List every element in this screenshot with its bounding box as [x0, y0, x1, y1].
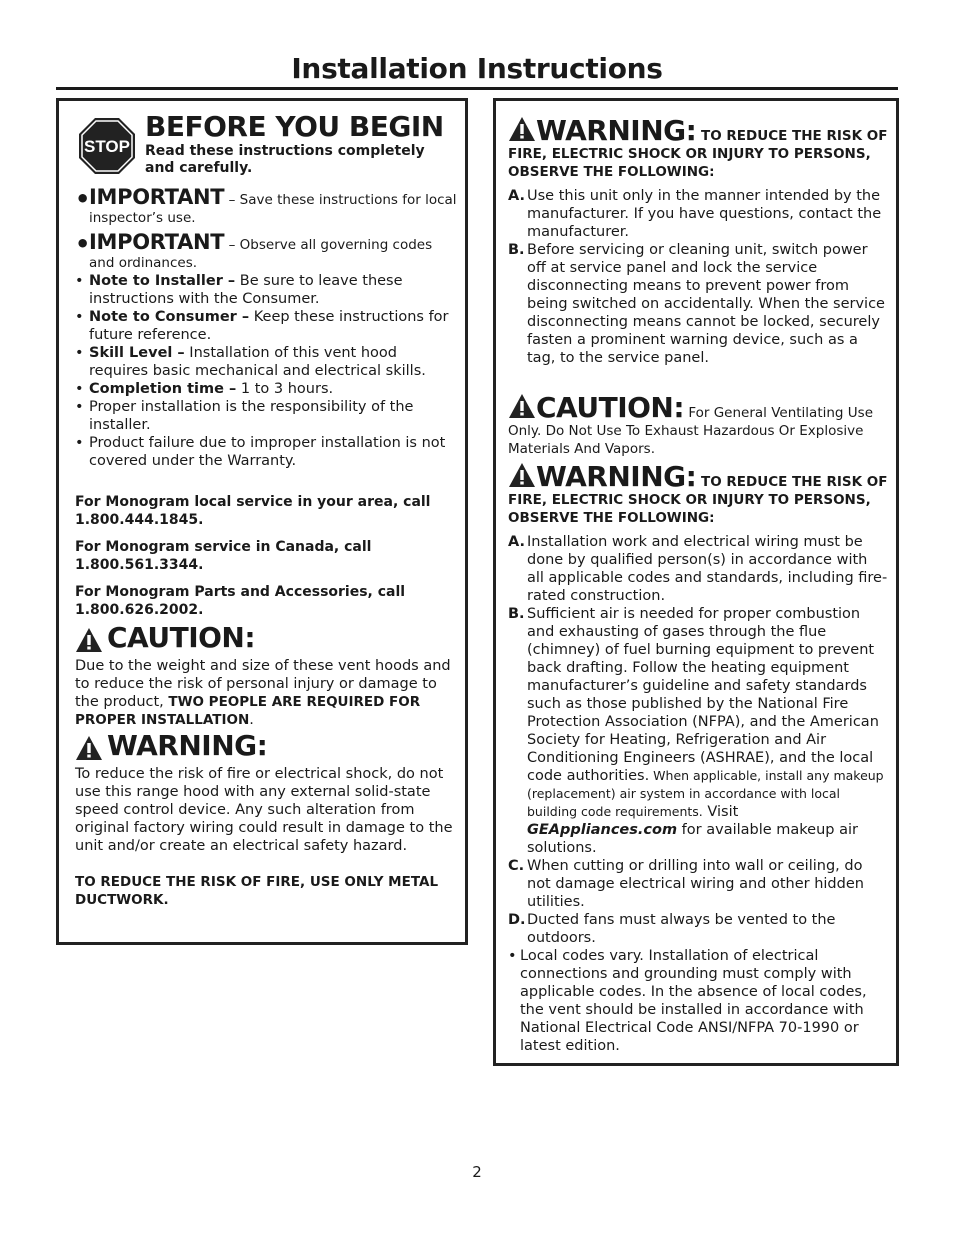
- service-parts: For Monogram Parts and Accessories, call 1.800.626.2002.: [75, 584, 406, 618]
- list-item: • IMPORTANT – Save these instructions for local inspector’s use.: [75, 185, 457, 226]
- list-item: C. When cutting or drilling into wall or ceiling, do not damage electrical wiring and other hidden utilities.: [508, 858, 864, 910]
- service-local: For Monogram local service in your area, call 1.800.444.1845.: [75, 494, 431, 528]
- list-item: D. Ducted fans must always be vented to the outdoors.: [508, 912, 836, 946]
- caution-section-right: CAUTION: For General Ventilating Use Only. Do Not Use To Exhaust Hazardous Or Explosive Materials And Vapors.: [508, 391, 874, 457]
- caution-section: CAUTION: Due to the weight and size of these vent hoods and to reduce the risk of personal injury or damage to the product, TWO PEOPLE ARE REQUIRED FOR PROPER INSTALLATION.: [75, 621, 451, 728]
- title-rule: [56, 87, 898, 90]
- before-you-begin-title: BEFORE YOU BEGIN: [145, 110, 444, 143]
- ge-appliances-link: GEAppliances.com: [527, 822, 678, 838]
- important-label: IMPORTANT: [89, 230, 225, 254]
- page-title: Installation Instructions: [291, 52, 663, 85]
- warning-metal-ductwork: TO REDUCE THE RISK OF FIRE, USE ONLY METAL DUCTWORK.: [75, 874, 439, 908]
- list-item: A. Installation work and electrical wiring must be done by qualified person(s) in accordance with all applicable codes and standards, including fire-rated construction.: [508, 534, 888, 604]
- list-item: • Product failure due to improper installation is not covered under the Warranty.: [75, 435, 446, 469]
- list-item: • Skill Level – Installation of this vent hood requires basic mechanical and electrical skills.: [75, 345, 426, 379]
- list-item: • Note to Consumer – Keep these instructions for future reference.: [75, 309, 449, 343]
- warning-triangle-icon: [508, 462, 536, 488]
- list-item: • Note to Installer – Be sure to leave these instructions with the Consumer.: [75, 273, 403, 307]
- warning-body: To reduce the risk of fire or electrical shock, do not use this range hood with any external solid-state speed control device. Any such alteration from original factory wiring could result in damage to the unit and/or create an electrical safety hazard.: [75, 766, 453, 854]
- warning-triangle-icon: [508, 393, 536, 419]
- caution-heading: CAUTION:: [536, 391, 685, 424]
- list-item: B. Sufficient air is needed for proper combustion and exhausting of gases through the flue (chimney) of fuel burning equipment to prevent back drafting. Follow the heating equipment manufacturer’s guideline and safety standards such as those published by the National Fire Protection Association (NFPA), and the American Society for Heating, Refrigeration and Air Conditioning Engineers (ASHRAE), and the local code authorities. When applicable, install any makeup (replacement) air system in accordance with local building code requirements. Visit GEAppliances.com for available makeup air solutions.: [508, 606, 884, 856]
- warning-section-2: WARNING: TO REDUCE THE RISK OF FIRE, ELECTRIC SHOCK OR INJURY TO PERSONS, OBSERVE THE FOLLOWING: A. Installation work and electrical wiring must be done by qualified person(s) in accordance with all applicable codes and standards, including fire-rated construction. B. Sufficient air is needed for proper combustion and exhausting of gases through the flue (chimney) of fuel burning equipment to prevent back drafting. Follow the heating equipment manufacturer’s guideline and safety standards such as those published by the National Fire Protection Association (NFPA), and the American Society for Heating, Refrigeration and Air Conditioning Engineers (ASHRAE), and the local code authorities. When applicable, install any makeup (replacement) air system in accordance with local building code requirements. Visit GEAppliances.com for available makeup air solutions. C. When cutting or drilling into wall or ceiling, do not damage electrical wiring and other hidden utilities. D. Ducted fans must always be vented to the outdoors. • Local codes vary. Installation of electrical connections and grounding must comply with applicable codes. In the absence of local codes, the vent should be installed in accordance with National Electrical Code ANSI/NFPA 70-1990 or latest edition.: [508, 460, 888, 1054]
- left-bullet-list: [75, 185, 457, 470]
- warning-heading: WARNING:: [536, 114, 697, 147]
- list-item: • Local codes vary. Installation of electrical connections and grounding must comply with applicable codes. In the absence of local codes, the vent should be installed in accordance with National Electrical Code ANSI/NFPA 70-1990 or latest edition.: [508, 948, 867, 1054]
- warning-triangle-icon: [75, 735, 103, 761]
- list-item: • Proper installation is the responsibility of the installer.: [75, 399, 414, 433]
- stop-sign-icon: [78, 117, 136, 175]
- before-you-begin-subtitle: Read these instructions completely and carefully.: [145, 143, 425, 176]
- warning-triangle-icon: [508, 116, 536, 142]
- page-number: 2: [472, 1163, 482, 1181]
- warning-heading: WARNING:: [107, 729, 268, 762]
- warning-section-1: WARNING: TO REDUCE THE RISK OF FIRE, ELECTRIC SHOCK OR INJURY TO PERSONS, OBSERVE THE FOLLOWING: A. Use this unit only in the manner intended by the manufacturer. If you have questions, contact the manufacturer. B. Before servicing or cleaning unit, switch power off at service panel and lock the service disconnecting means to prevent power from being switched on accidentally. When the service disconnecting means cannot be locked, securely fasten a prominent warning device, such as a tag, to the service panel.: [508, 114, 888, 366]
- warning-triangle-icon: [75, 627, 103, 653]
- list-item: • Completion time – 1 to 3 hours.: [75, 381, 334, 397]
- list-item: B. Before servicing or cleaning unit, switch power off at service panel and lock the service disconnecting means to prevent power from being switched on accidentally. When the service disconnecting means cannot be locked, securely fasten a prominent warning device, such as a tag, to the service panel.: [508, 242, 885, 366]
- list-item: • IMPORTANT – Observe all governing codes and ordinances.: [75, 230, 433, 271]
- warning-heading: WARNING:: [536, 460, 697, 493]
- important-label: IMPORTANT: [89, 185, 225, 209]
- warning-section: [75, 731, 457, 909]
- list-item: A. Use this unit only in the manner intended by the manufacturer. If you have questions, contact the manufacturer.: [508, 188, 882, 240]
- caution-heading: CAUTION:: [107, 621, 256, 654]
- stop-sign-text: STOP: [84, 137, 130, 156]
- service-canada: For Monogram service in Canada, call 1.800.561.3344.: [75, 539, 372, 573]
